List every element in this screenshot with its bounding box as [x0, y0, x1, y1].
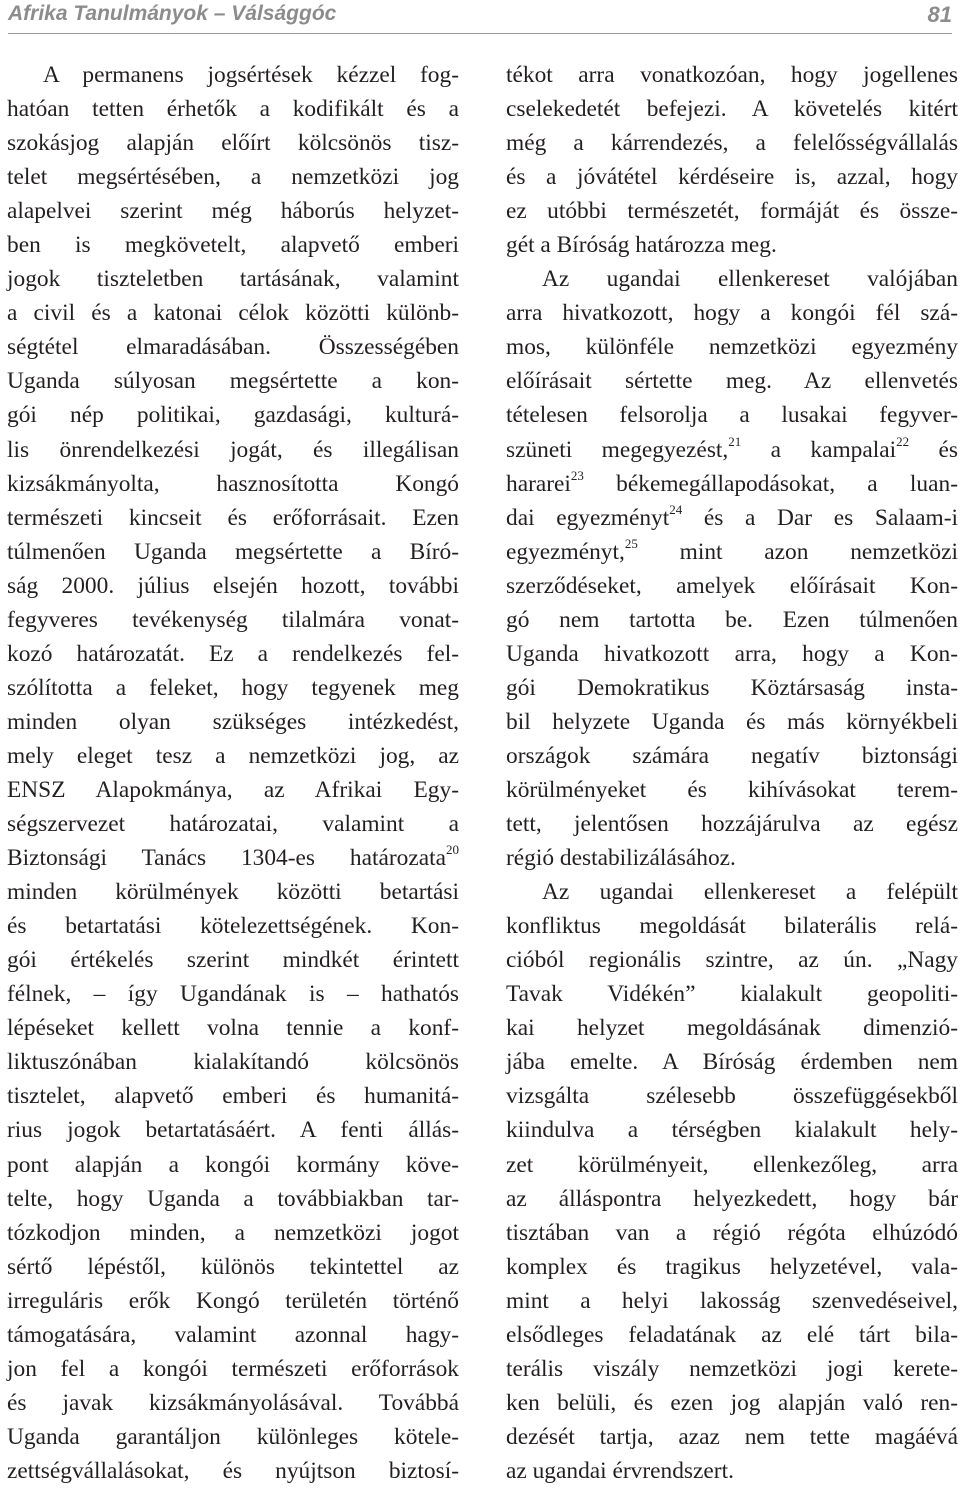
text-line: komplex és tragikus helyzetével, vala- [506, 1253, 958, 1280]
text-line: az ugandai érvrendszert. [506, 1457, 734, 1484]
text-line: Uganda súlyosan megsértette a kon- [7, 368, 459, 395]
footnote-ref: 25 [624, 535, 638, 551]
text-line: gét a Bíróság határozza meg. [506, 232, 777, 259]
text-line: szólította a feleket, hogy tegyenek meg [7, 674, 459, 701]
text-line: ségszervezet határozatai, valamint a [7, 811, 459, 838]
text-line-with-footnotes [506, 433, 958, 467]
text-line: kozó határozatát. Ez a rendelkezés fel- [7, 640, 459, 667]
text-line: dezését tartja, azaz nem tette magáévá [506, 1423, 958, 1450]
text-line: bil helyzete Uganda és más környékbeli [506, 708, 958, 735]
text-line: szokásjog alapján előírt kölcsönös tisz- [7, 130, 459, 157]
text-line: vizsgálta szélesebb összefüggésekből [506, 1083, 958, 1110]
text-line: mint a helyi lakosság szenvedéseivel, [506, 1287, 958, 1314]
text-line: arra hivatkozott, hogy a kongói fél szá- [506, 300, 958, 327]
text-line: kiindulva a térségben kialakult hely- [506, 1117, 958, 1144]
left-column [7, 58, 459, 1488]
footnote-ref: 22 [896, 433, 910, 449]
text-fragment: egyezményt, [506, 538, 625, 565]
right-column [506, 58, 958, 1488]
text-line: mely eleget tesz a nemzetközi jog, az [7, 742, 459, 769]
text-line: és a jóvátétel kérdéseire is, azzal, hogy [506, 164, 958, 191]
text-line-with-footnote [7, 841, 459, 875]
text-line-with-footnote [506, 535, 958, 569]
text-line: telet megsértésében, a nemzetközi jog [7, 164, 459, 191]
text-line: zet körülményeit, ellenkezőleg, arra [506, 1151, 958, 1178]
text-line: jon fel a kongói természeti erőforrások [7, 1355, 459, 1382]
text-line: tózkodjon minden, a nemzetközi jogot [7, 1219, 459, 1246]
text-line: mos, különféle nemzetközi egyezmény [506, 334, 958, 361]
text-fragment: mint azon nemzetközi [637, 538, 958, 565]
text-line: gó nem tartotta be. Ezen túlmenően [506, 606, 958, 633]
text-line: régió destabilizálásához. [506, 845, 736, 872]
footnote-ref: 24 [669, 501, 683, 517]
text-fragment: és a Dar es Salaam-i [682, 504, 958, 531]
text-line: konfliktus megoldását bilaterális relá- [506, 913, 958, 940]
text-line: kizsákmányolta, hasznosította Kongó [7, 470, 459, 497]
running-header [8, 0, 952, 34]
text-line: tisztában van a régió régóta elhúzódó [506, 1219, 958, 1246]
text-fragment: a kampalai [741, 436, 897, 463]
text-line: előírásait sértette meg. Az ellenvetés [506, 368, 958, 395]
text-line: jogok tiszteletben tartásának, valamint [7, 266, 459, 293]
text-line: és betartatási kötelezettségének. Kon- [7, 913, 459, 940]
text-line: természeti kincseit és erőforrásait. Ezen [7, 504, 459, 531]
text-line: szerződéseket, amelyek előírásait Kon- [506, 572, 958, 599]
footnote-ref: 23 [570, 467, 584, 483]
text-fragment: békemegállapodásokat, a luan- [583, 470, 958, 497]
text-line: tételesen felsorolja a lusakai fegyver- [506, 402, 958, 429]
text-line: irreguláris erők Kongó területén történő [7, 1287, 459, 1314]
text-line: támogatására, valamint azonnal hagy- [7, 1321, 459, 1348]
text-line: gói értékelés szerint mindkét érintett [7, 947, 459, 974]
text-line: az álláspontra helyezkedett, hogy bár [506, 1185, 958, 1212]
text-fragment: és [909, 436, 958, 463]
text-line: túlmenően Uganda megsértette a Bíró- [7, 538, 459, 565]
text-line: ségtétel elmaradásában. Összességében [7, 334, 459, 361]
footnote-ref: 20 [446, 842, 459, 858]
text-line: sértő lépéstől, különös tekintettel az [7, 1253, 459, 1280]
text-line: tékot arra vonatkozóan, hogy jogellenes [506, 62, 958, 88]
text-line: cióból regionális szintre, az ún. „Nagy [506, 947, 958, 974]
text-line: Az ugandai ellenkereset valójában [542, 266, 958, 293]
text-line: cselekedetét befejezi. A követelés kitért [506, 96, 958, 123]
text-line: félnek, – így Ugandának is – hathatós [7, 981, 459, 1008]
text-fragment: szüneti megegyezést, [506, 436, 729, 463]
text-line: jába emelte. A Bíróság érdemben nem [506, 1049, 958, 1076]
text-line: ken belüli, és ezen jog alapján való ren- [506, 1389, 958, 1416]
footnote-ref: 21 [728, 433, 742, 449]
text-line: kai helyzet megoldásának dimenzió- [506, 1015, 958, 1042]
text-line: Uganda garantáljon különleges kötele- [7, 1423, 459, 1450]
text-line-with-footnote [506, 501, 958, 535]
text-line: elsődleges feladatának az elé tárt bila- [506, 1321, 958, 1348]
text-line-with-footnote [506, 467, 958, 501]
text-line: minden körülmények közötti betartási [7, 879, 459, 906]
text-line: körülményeket és kihívásokat terem- [506, 776, 958, 803]
text-line: ság 2000. július elsején hozott, további [7, 572, 459, 599]
text-line: még a kárrendezés, a felelősségvállalás [506, 130, 958, 157]
text-fragment: dai egyezményt [506, 504, 670, 531]
text-line: gói nép politikai, gazdasági, kulturá- [7, 402, 459, 429]
text-line: országok számára negatív biztonsági [506, 742, 958, 769]
text-line: a civil és a katonai célok közötti különb- [7, 300, 459, 327]
text-line: pont alapján a kongói kormány köve- [7, 1151, 459, 1178]
text-line: tett, jelentősen hozzájárulva az egész [506, 811, 958, 838]
text-line: Tavak Vidékén” kialakult geopoliti- [506, 981, 958, 1008]
text-line: lépéseket kellett volna tennie a konf- [7, 1015, 459, 1042]
running-title: Afrika Tanulmányok – Válsággóc [8, 2, 337, 25]
text-line: lis önrendelkezési jogát, és illegálisan [7, 436, 459, 463]
text-line: rius jogok betartatásáért. A fenti állás- [7, 1117, 459, 1144]
text-line: gói Demokratikus Köztársaság insta- [506, 674, 958, 701]
text-line: telte, hogy Uganda a továbbiakban tar- [7, 1185, 459, 1212]
text-line: hatóan tetten érhetők a kodifikált és a [7, 96, 459, 123]
text-line: és javak kizsákmányolásával. Továbbá [7, 1389, 459, 1416]
text-line: Uganda hivatkozott arra, hogy a Kon- [506, 640, 958, 667]
text-line: liktuszónában kialakítandó kölcsönös [7, 1049, 459, 1076]
text-line: ben is megkövetelt, alapvető emberi [7, 232, 459, 259]
text-line: alapelvei szerint még háborús helyzet- [7, 198, 459, 225]
text-line: A permanens jogsértések kézzel fog- [43, 62, 459, 88]
text-line: terális viszály nemzetközi jogi kerete- [506, 1355, 958, 1382]
text-line: minden olyan szükséges intézkedést, [7, 708, 459, 735]
text-line: fegyveres tevékenység tilalmára vonat- [7, 606, 459, 633]
text-line: Az ugandai ellenkereset a felépült [542, 879, 958, 906]
text-line: ENSZ Alapokmánya, az Afrikai Egy- [7, 776, 459, 803]
text-line: tisztelet, alapvető emberi és humanitá- [7, 1083, 459, 1110]
text-line: ez utóbbi természetét, formáját és össze- [506, 198, 958, 225]
text-fragment: hararei [506, 470, 571, 497]
text-fragment: Biztonsági Tanács 1304-es határozata [7, 845, 446, 872]
page-number: 81 [927, 2, 952, 27]
text-line: zettségvállalásokat, és nyújtson biztosí- [7, 1457, 459, 1484]
